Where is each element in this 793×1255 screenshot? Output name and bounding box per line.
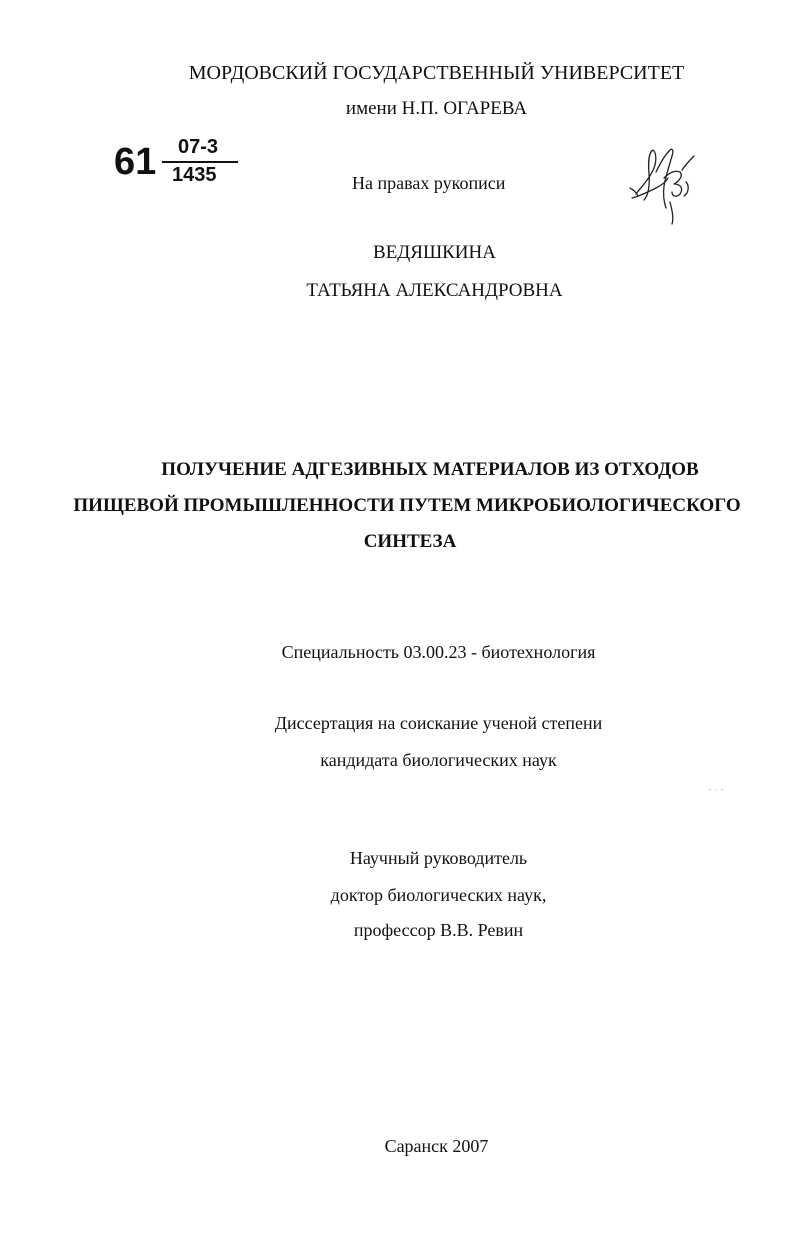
scan-speck: [708, 788, 726, 791]
dissertation-title-line-2: ПИЩЕВОЙ ПРОМЫШЛЕННОСТИ ПУТЕМ МИКРОБИОЛОГИЧЕСКОГО: [73, 495, 741, 516]
stamp-bottom-number: 1435: [172, 164, 217, 186]
dissertation-title-line-3: СИНТЕЗА: [363, 531, 457, 552]
city-and-year: Саранск 2007: [384, 1136, 489, 1156]
university-name: МОРДОВСКИЙ ГОСУДАРСТВЕННЫЙ УНИВЕРСИТЕТ: [188, 62, 685, 84]
supervisor-degree: доктор биологических наук,: [330, 885, 547, 905]
stamp-fraction-bar: [162, 161, 238, 163]
dissertation-title-line-1: ПОЛУЧЕНИЕ АДГЕЗИВНЫХ МАТЕРИАЛОВ ИЗ ОТХОДОВ: [161, 459, 699, 480]
handwritten-signature-icon: [626, 142, 704, 228]
stamp-main-number: 61: [114, 141, 157, 183]
supervisor-name: профессор В.В. Ревин: [353, 920, 524, 940]
degree-statement-line-2: кандидата биологических наук: [320, 750, 557, 770]
supervisor-label: Научный руководитель: [349, 848, 528, 868]
stamp-top-number: 07-3: [178, 136, 219, 158]
author-surname: ВЕДЯШКИНА: [373, 242, 496, 263]
specialty: Специальность 03.00.23 - биотехнология: [281, 642, 596, 662]
degree-statement-line-1: Диссертация на соискание ученой степени: [274, 713, 603, 733]
university-named-after: имени Н.П. ОГАРЕВА: [345, 98, 528, 119]
manuscript-rights-label: На правах рукописи: [352, 173, 506, 193]
author-name-patronymic: ТАТЬЯНА АЛЕКСАНДРОВНА: [306, 280, 563, 301]
library-stamp: [114, 136, 244, 196]
